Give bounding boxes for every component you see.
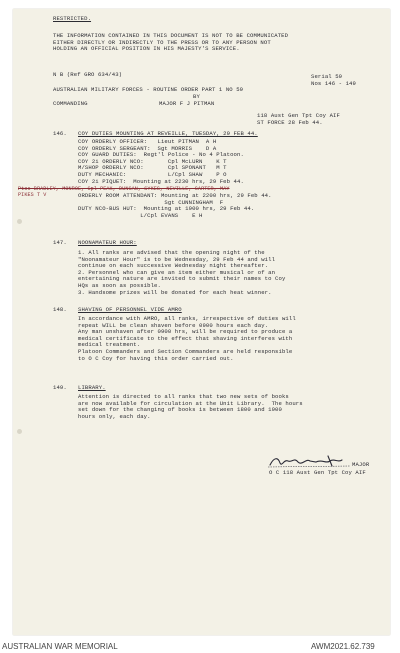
order-146-heading: COY DUTIES MOUNTING AT REVEILLE, TUESDAY, 29 FEB 44.	[78, 130, 258, 137]
order-149-body: Attention is directed to all ranks that two new sets of books are now available for circulation at the Unit Library. The hours set down for the changing of books is between 1800 and 1900 hours only, each day.	[78, 393, 303, 420]
order-146-struck-names: Ptes BRADLEY, MONROE, Cpl PEAK, DUNCAN, SYKES, NEVILLE, CARTER, MAY	[18, 186, 230, 192]
signoff-rank: MAJOR	[352, 461, 370, 468]
place-date: ST FORCE 28 Feb 44.	[257, 119, 323, 126]
reference-line: N B (Ref GRO 634/43)	[53, 71, 123, 78]
caution-text: THE INFORMATION CONTAINED IN THIS DOCUMENT IS NOT TO BE COMMUNICATED EITHER DIRECTLY OR INDIRECTLY TO THE PRESS OR TO ANY PERSON NOT HOLDING AN OFFICIAL POSITION IN HIS MAJESTY'S SERVICE.	[53, 32, 289, 53]
order-148-body: In accordance with AMRO, all ranks, irrespective of duties will repeat WILL be clean shaven before 0900 hours each day. Any man unshaven after 0900 hrs, will be required to produce a medical certificate to the effect that shaving interferes with medical treatment. Platoon Commanders and Section Commanders are held responsible to O C Coy for having this order carried out.	[78, 315, 296, 362]
punch-hole	[17, 429, 22, 434]
order-147-number: 147.	[53, 239, 67, 246]
restricted-label: RESTRICTED.	[53, 15, 92, 22]
order-147-body: 1. All ranks are advised that the opening night of the "Noonamateur Hour" is to be Wednesday, 29 Feb 44 and will continue on each successive Wednesday night thereafter. 2. Personnel who can give an item either musical or of an entertaining nature are invited to submit their names to Coy HQs as soon as possible. 3. Handsome prizes will be donated for each heat winner.	[78, 249, 286, 296]
order-149-heading: LIBRARY.	[78, 384, 106, 391]
order-148-number: 148.	[53, 306, 67, 313]
by-label: BY	[193, 93, 200, 100]
signoff-line: O C 118 Aust Gen Tpt Coy AIF	[269, 469, 366, 476]
major-name: MAJOR F J PITMAN	[159, 100, 215, 107]
order-146-number: 146.	[53, 130, 67, 137]
punch-hole	[17, 219, 22, 224]
commanding-label: COMMANDING	[53, 100, 88, 107]
order-title: AUSTRALIAN MILITARY FORCES - ROUTINE ORDER PART 1 NO 59	[53, 86, 244, 93]
serial-number: Serial 59	[311, 73, 343, 80]
order-147-heading: NOONAMATEUR HOUR:	[78, 239, 137, 246]
footer-right-text: AWM2021.62.739	[311, 642, 375, 651]
order-146-duties: COY ORDERLY OFFICER: Lieut PITMAN A H COY ORDERLY SERGEANT: Sgt MORRIS D A COY GUARD DUTIES: Regt'l Police - No 4 Platoon. COY 2i ORDERLY NCO: Cpl McLURN K T M/SHOP ORDERLY NCO: Cpl SPONANT M T DUTY MECHANIC: L/Cpl SHAW P O COY 2i PIQUET: Mounting at 2230 hrs, 29 Feb 44.	[78, 138, 244, 185]
order-148-heading: SHAVING OF PERSONNEL VIDE AMRO	[78, 306, 182, 313]
signature	[268, 453, 354, 469]
order-numbers: Nos 146 - 149	[311, 80, 356, 87]
unit-name: 118 Aust Gen Tpt Coy AIF	[257, 112, 340, 119]
footer-left-text: AUSTRALIAN WAR MEMORIAL	[2, 642, 118, 651]
order-149-number: 149.	[53, 384, 67, 391]
archive-footer	[0, 641, 400, 653]
order-146-attendants: ORDERLY ROOM ATTENDANT: Mounting at 2200 hrs, 29 Feb 44. Sgt CUNNINGHAM F DUTY NCO-BUS HUT: Mounting at 1900 hrs, 29 Feb 44. L/Cpl EVANS E H	[78, 192, 272, 219]
order-146-picket-names: PIKES T V	[18, 192, 47, 198]
